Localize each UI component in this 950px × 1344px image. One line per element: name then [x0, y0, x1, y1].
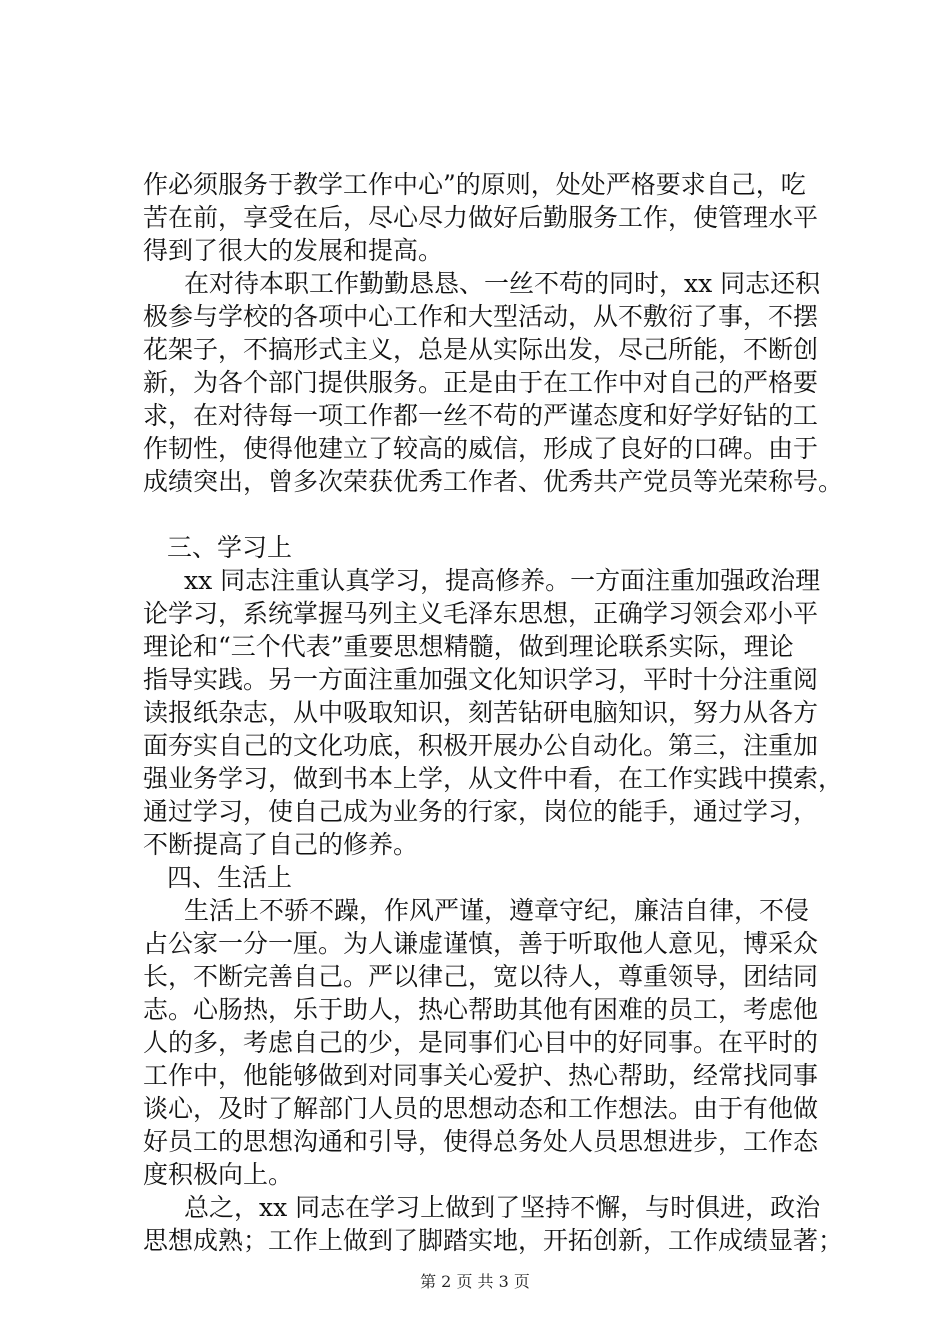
text-line: 求，在对待每一项工作都一丝不苟的严谨态度和好学好钻的工 [143, 401, 819, 430]
text-line: 不断提高了自己的修养。 [143, 830, 419, 859]
text-line: 面夯实自己的文化功底，积极开展办公自动化。第三，注重加 [143, 731, 819, 760]
section-heading-life: 四、生活上 [167, 863, 293, 892]
text-line: 作韧性，使得他建立了较高的威信，形成了良好的口碑。由于 [143, 434, 819, 463]
text-line: 花架子，不搞形式主义，总是从实际出发，尽己所能，不断创 [143, 335, 819, 364]
text-line: 志。心肠热，乐于助人，热心帮助其他有困难的员工，考虑他 [143, 995, 819, 1024]
text-line: xx 同志注重认真学习，提高修养。一方面注重加强政治理 [184, 566, 821, 595]
text-line: 占公家一分一厘。为人谦虚谨慎，善于听取他人意见，博采众 [143, 929, 819, 958]
paragraph-work-attitude [143, 267, 843, 498]
text-line: 长，不断完善自己。严以律己，宽以待人，尊重领导，团结同 [143, 962, 819, 991]
text-line: 通过学习，使自己成为业务的行家，岗位的能手，通过学习， [143, 797, 819, 826]
document-body [143, 168, 843, 1257]
text-line: 思想成熟；工作上做到了脚踏实地，开拓创新，工作成绩显著； [143, 1226, 844, 1255]
text-line: 得到了很大的发展和提高。 [143, 236, 444, 265]
page-number-footer: 第 2 页 共 3 页 [420, 1272, 530, 1291]
text-line: 成绩突出，曾多次荣获优秀工作者、优秀共产党员等光荣称号。 [143, 467, 844, 496]
text-line: 论学习，系统掌握马列主义毛泽东思想，正确学习领会邓小平 [143, 599, 819, 628]
text-line: 度积极向上。 [143, 1160, 294, 1189]
text-line: 工作中，他能够做到对同事关心爱护、热心帮助，经常找同事 [143, 1061, 819, 1090]
text-line: 总之，xx 同志在学习上做到了坚持不懈，与时俱进，政治 [184, 1193, 821, 1222]
text-line: 指导实践。另一方面注重加强文化知识学习，平时十分注重阅 [143, 665, 819, 694]
text-line: 极参与学校的各项中心工作和大型活动，从不敷衍了事，不摆 [143, 302, 819, 331]
text-line: 理论和“三个代表”重要思想精髓，做到理论联系实际，理论 [143, 632, 794, 661]
text-line: 读报纸杂志，从中吸取知识，刻苦钻研电脑知识，努力从各方 [143, 698, 819, 727]
text-line: 作必须服务于教学工作中心”的原则，处处严格要求自己，吃 [143, 170, 806, 199]
text-line: 生活上不骄不躁，作风严谨，遵章守纪，廉洁自律，不侵 [184, 896, 810, 925]
text-line: 苦在前，享受在后，尽心尽力做好后勤服务工作，使管理水平 [143, 203, 819, 232]
text-line: 谈心，及时了解部门人员的思想动态和工作想法。由于有他做 [143, 1094, 819, 1123]
text-line: 人的多，考虑自己的少，是同事们心目中的好同事。在平时的 [143, 1028, 819, 1057]
paragraph-continued [143, 168, 843, 267]
blank-line [143, 498, 843, 531]
text-line: 好员工的思想沟通和引导，使得总务处人员思想进步，工作态 [143, 1127, 819, 1156]
text-line: 新，为各个部门提供服务。正是由于在工作中对自己的严格要 [143, 368, 819, 397]
section-heading-study: 三、学习上 [167, 533, 293, 562]
text-line: 在对待本职工作勤勤恳恳、一丝不苟的同时，xx 同志还积 [184, 269, 821, 298]
paragraph-life [143, 894, 843, 1191]
paragraph-study [143, 564, 843, 861]
text-line: 强业务学习，做到书本上学，从文件中看，在工作实践中摸索， [143, 764, 844, 793]
paragraph-summary [143, 1191, 843, 1257]
